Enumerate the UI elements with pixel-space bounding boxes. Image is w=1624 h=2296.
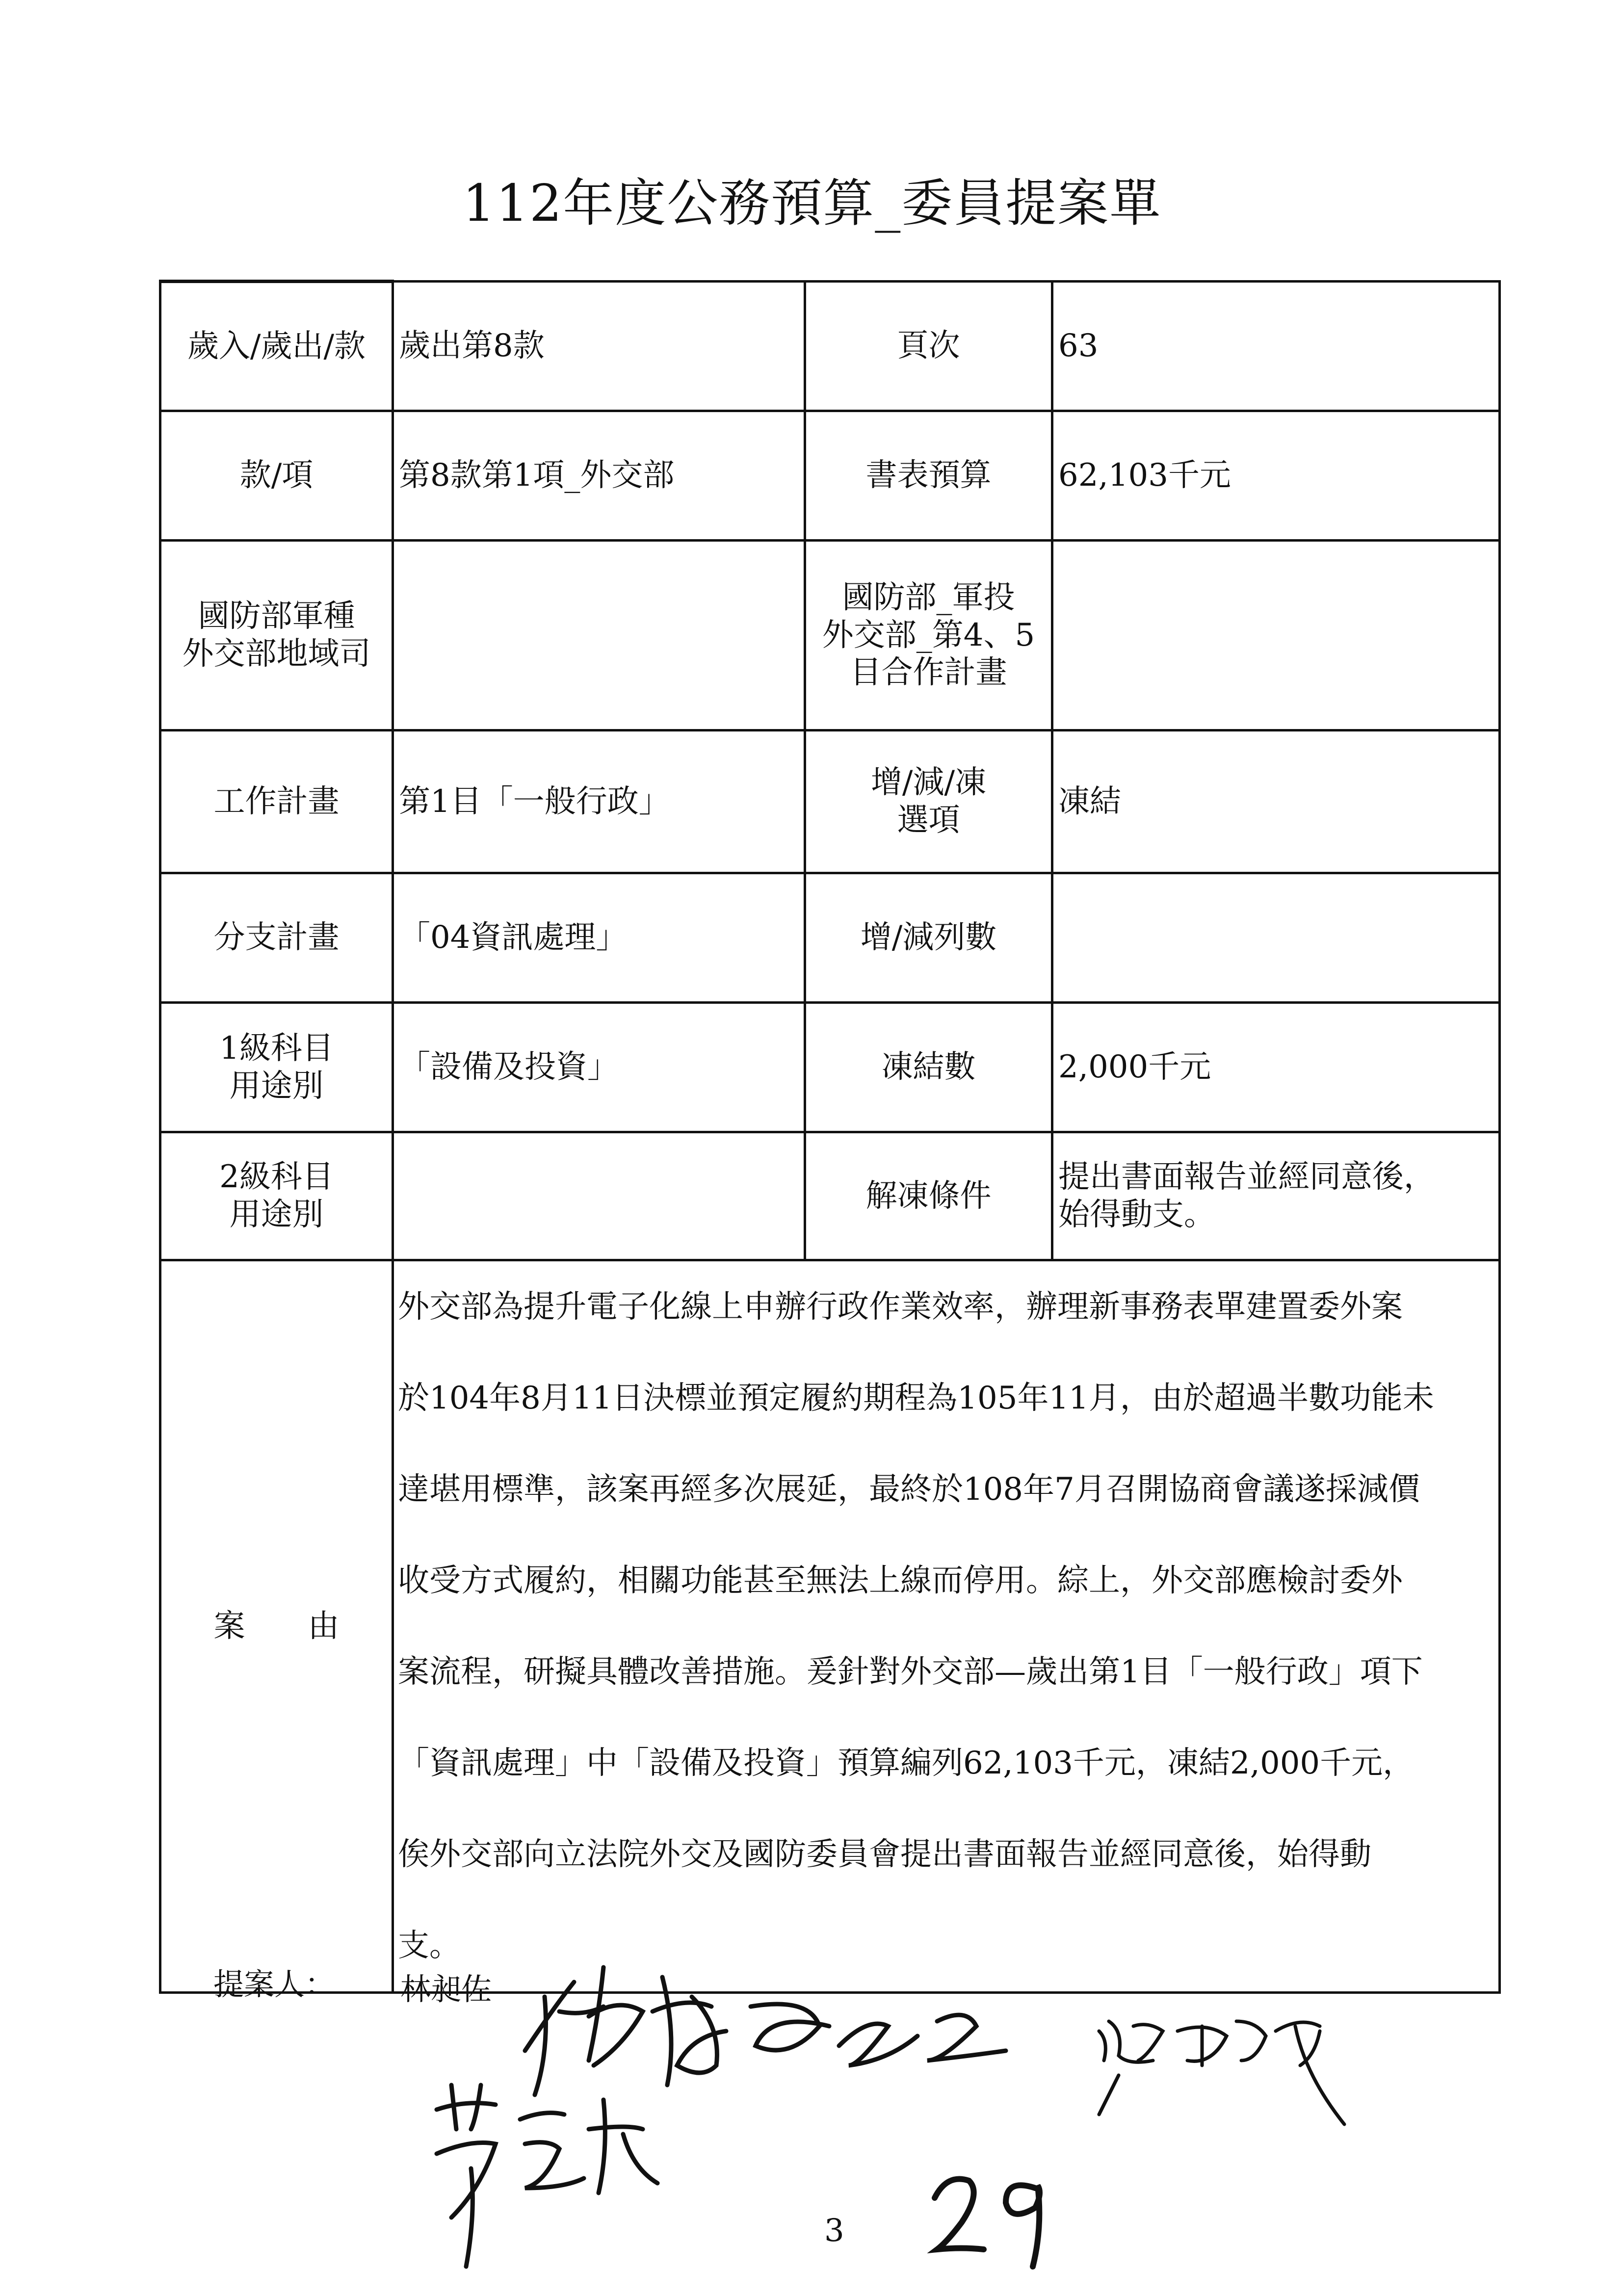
table-row bbox=[160, 1003, 1500, 1132]
field-label bbox=[160, 1003, 393, 1132]
handwritten-number bbox=[927, 2168, 1065, 2276]
label-line: 增/減/凍 bbox=[870, 764, 987, 801]
table-row bbox=[160, 873, 1500, 1003]
field-value: 62,103千元 bbox=[1052, 411, 1500, 541]
field-value bbox=[1052, 873, 1500, 1003]
field-label: 頁次 bbox=[805, 282, 1052, 411]
field-label bbox=[160, 1132, 393, 1260]
proposer-name: 林昶佐 bbox=[400, 1971, 492, 2007]
field-label bbox=[160, 541, 393, 731]
table-row bbox=[160, 1260, 1500, 1993]
reason-line: 收受方式履約，相關功能甚至無法上線而停用。綜上，外交部應檢討委外 bbox=[398, 1563, 1403, 1599]
field-value: 「04資訊處理」 bbox=[393, 873, 805, 1003]
reason-line: 俟外交部向立法院外交及國防委員會提出書面報告並經同意後，始得動 bbox=[398, 1836, 1371, 1873]
reason-line: 於104年8月11日決標並預定履約期程為105年11月，由於超過半數功能未 bbox=[398, 1380, 1434, 1416]
label-line: 國防部_軍投 bbox=[842, 579, 1015, 616]
page-number: 3 bbox=[824, 2213, 844, 2249]
field-value bbox=[1052, 541, 1500, 731]
label-line: 外交部_第4、5 bbox=[822, 617, 1035, 653]
reason-line: 「資訊處理」中「設備及投資」預算編列62,103千元，凍結2,000千元， bbox=[398, 1745, 1414, 1781]
table-row bbox=[160, 282, 1500, 411]
field-label: 工作計畫 bbox=[160, 731, 393, 873]
signature-tsai bbox=[422, 2070, 697, 2276]
reason-line: 支。 bbox=[398, 1928, 461, 1964]
table-row bbox=[160, 1132, 1500, 1260]
reason-body bbox=[393, 1260, 1500, 1993]
field-label bbox=[805, 541, 1052, 731]
reason-line: 外交部為提升電子化線上申辦行政作業效率，辦理新事務表單建置委外案 bbox=[398, 1289, 1403, 1325]
field-value: 歲出第8款 bbox=[393, 282, 805, 411]
field-value: 63 bbox=[1052, 282, 1500, 411]
field-label: 解凍條件 bbox=[805, 1132, 1052, 1260]
signature-chao bbox=[1089, 2002, 1364, 2173]
label-line: 選項 bbox=[897, 802, 960, 838]
reason-label: 案 由 bbox=[160, 1260, 393, 1993]
field-value: 「設備及投資」 bbox=[393, 1003, 805, 1132]
field-value: 2,000千元 bbox=[1052, 1003, 1500, 1132]
field-label: 凍結數 bbox=[805, 1003, 1052, 1132]
field-label: 款/項 bbox=[160, 411, 393, 541]
form-title: 112年度公務預算_委員提案單 bbox=[462, 173, 1162, 233]
label-line: 用途別 bbox=[229, 1068, 324, 1104]
value-line: 提出書面報告並經同意後， bbox=[1058, 1159, 1435, 1196]
table-row bbox=[160, 731, 1500, 873]
label-line: 外交部地域司 bbox=[182, 636, 371, 672]
label-line: 2級科目 bbox=[219, 1159, 334, 1196]
field-value: 第1目「一般行政」 bbox=[393, 731, 805, 873]
field-value bbox=[393, 541, 805, 731]
label-line: 1級科目 bbox=[219, 1030, 334, 1067]
proposer-label: 提案人： bbox=[213, 1966, 336, 2002]
field-label: 分支計畫 bbox=[160, 873, 393, 1003]
label-line: 用途別 bbox=[229, 1197, 324, 1233]
field-value: 第8款第1項_外交部 bbox=[393, 411, 805, 541]
label-line: 目合作計畫 bbox=[850, 654, 1007, 691]
field-label: 增/減列數 bbox=[805, 873, 1052, 1003]
field-label: 歲入/歲出/款 bbox=[160, 282, 393, 411]
label-line: 國防部軍種 bbox=[198, 598, 355, 635]
field-label: 書表預算 bbox=[805, 411, 1052, 541]
reason-line: 案流程，研擬具體改善措施。爰針對外交部—歲出第1目「一般行政」項下 bbox=[398, 1654, 1423, 1690]
field-label bbox=[805, 731, 1052, 873]
reason-line: 達堪用標準，該案再經多次展延，最終於108年7月召開協商會議遂採減價 bbox=[398, 1471, 1420, 1508]
field-value bbox=[1052, 1132, 1500, 1260]
table-row bbox=[160, 411, 1500, 541]
proposal-form-table bbox=[159, 280, 1501, 1994]
value-line: 始得動支。 bbox=[1058, 1197, 1215, 1233]
field-value: 凍結 bbox=[1052, 731, 1500, 873]
table-row bbox=[160, 541, 1500, 731]
field-value bbox=[393, 1132, 805, 1260]
